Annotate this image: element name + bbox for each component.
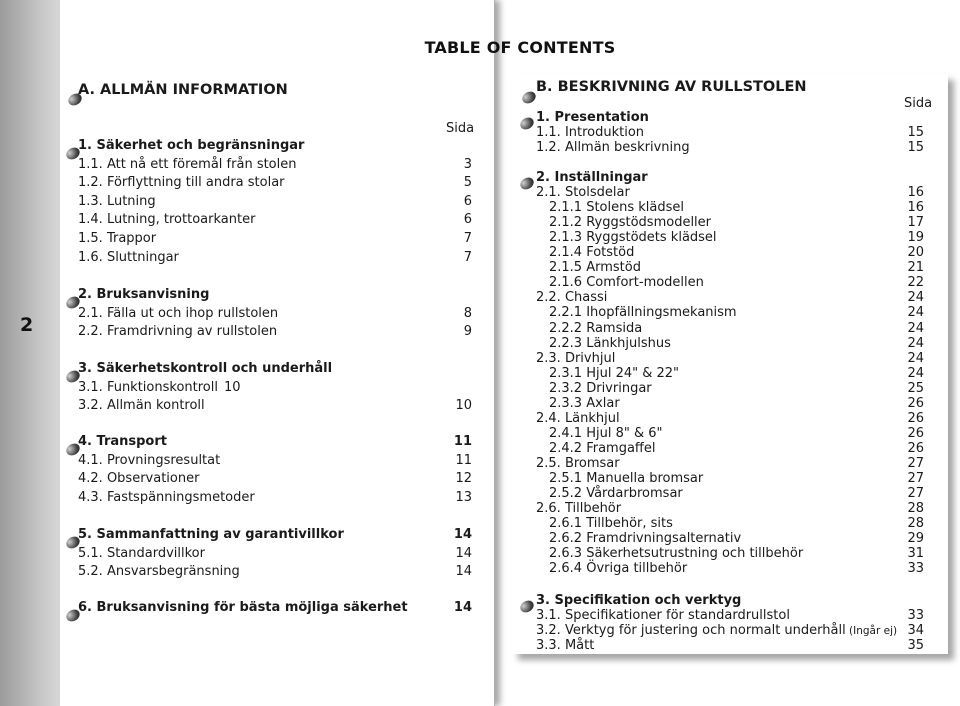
toc-item-label: 1.2. Förflyttning till andra stolar	[78, 175, 285, 191]
toc-item-page: 6	[463, 193, 472, 209]
toc-item-page: 12	[455, 471, 472, 487]
toc-item-page: 5	[463, 175, 472, 191]
toc-item-label: 2.5.2 Vårdarbromsar	[549, 486, 683, 502]
toc-item-label: 2.4.1 Hjul 8" & 6"	[549, 425, 663, 441]
toc-item-label: 4.3. Fastspänningsmetoder	[78, 489, 255, 505]
toc-heading-label: 1. Säkerhet och begränsningar	[78, 138, 305, 153]
toc-item-label: 2.4.2 Framgaffel	[549, 440, 656, 456]
toc-item-page: 10	[455, 398, 472, 414]
toc-item-label: 2.2. Chassi	[536, 290, 608, 306]
toc-item-label: 1.6. Sluttningar	[78, 249, 179, 265]
toc-item-label: 1.4. Lutning, trottoarkanter	[78, 212, 256, 228]
toc-item-page: 24	[907, 305, 924, 321]
toc-item-label: 3.2. Verktyg för justering och normalt underhåll (Ingår ej)	[536, 623, 898, 639]
toc-item-label: 2.6.3 Säkerhetsutrustning och tillbehör	[549, 546, 804, 562]
toc-item-label: 2.1. Fälla ut och ihop rullstolen	[78, 305, 279, 321]
toc-item-note: (Ingår ej)	[845, 625, 898, 638]
toc-item-page: 20	[907, 245, 924, 261]
toc-item-label: 2.4. Länkhjul	[536, 410, 620, 426]
toc-heading-label: 3. Säkerhetskontroll och underhåll	[78, 361, 333, 376]
toc-item-page: 24	[907, 290, 924, 306]
toc-item-label: 2.1.2 Ryggstödsmodeller	[549, 215, 712, 231]
toc-item-label: 2.1.5 Armstöd	[549, 260, 641, 276]
toc-heading-label: 1. Presentation	[536, 110, 649, 125]
toc-item-page: 6	[463, 212, 472, 228]
toc-item-label: 2.2. Framdrivning av rullstolen	[78, 324, 278, 340]
toc-item-page: 11	[455, 452, 472, 468]
toc-item-page: 8	[463, 305, 472, 321]
toc-item-label: 2.3. Drivhjul	[536, 350, 616, 366]
toc-item-page: 10	[223, 379, 241, 395]
toc-item-label: 2.1.3 Ryggstödets klädsel	[549, 230, 717, 246]
toc-item-page: 16	[907, 185, 924, 201]
toc-item-page: 29	[907, 531, 924, 547]
toc-item-label: 2.3.2 Drivringar	[549, 380, 652, 396]
toc-item-label: 2.6.2 Framdrivningsalternativ	[549, 531, 742, 547]
toc-item-page: 14	[453, 600, 472, 615]
toc-item-page: 3	[463, 156, 472, 172]
toc-item-page: 27	[907, 471, 924, 486]
toc-item-page: 9	[463, 324, 472, 340]
toc-item-page: 14	[453, 527, 472, 542]
toc-item-label: 1.3. Lutning	[78, 193, 156, 209]
toc-item-label: 2.1.6 Comfort-modellen	[549, 275, 704, 291]
toc-item-page: 26	[907, 425, 924, 441]
toc-item-label: 2.6.4 Övriga tillbehör	[549, 561, 688, 577]
toc-item-label: 1.2. Allmän beskrivning	[536, 140, 690, 156]
toc-item-page: 11	[453, 434, 472, 449]
toc-item-page: 7	[463, 249, 472, 265]
toc-item-label: 3.1. Funktionskontroll 10	[78, 379, 241, 395]
toc-item-label: 2.1.4 Fotstöd	[549, 245, 635, 261]
toc-item-label: 2.5.1 Manuella bromsar	[549, 471, 704, 486]
toc-item-page: 17	[907, 215, 924, 231]
page-title: TABLE OF CONTENTS	[424, 38, 616, 57]
toc-item-label: 5.2. Ansvarsbegränsning	[78, 564, 240, 580]
toc-item-page: 7	[463, 231, 472, 246]
toc-item-page: 27	[907, 455, 924, 471]
toc-item-page: 26	[907, 395, 924, 411]
toc-heading-label: 3. Specifikation och verktyg	[536, 593, 742, 608]
toc-item-page: 22	[907, 275, 924, 291]
toc-item-page: 15	[907, 140, 924, 156]
toc-item-page: 14	[455, 564, 472, 580]
toc-item-label: 1.5. Trappor	[78, 231, 157, 246]
toc-item-label: 2.6. Tillbehör	[536, 501, 622, 517]
toc-item-label: 2.2.2 Ramsida	[549, 320, 643, 336]
toc-item-page: 34	[907, 623, 924, 639]
toc-item-label: 2.2.1 Ihopfällningsmekanism	[549, 305, 737, 321]
toc-item-label: 3.3. Mått	[536, 638, 595, 654]
right-section-title: B. BESKRIVNING AV RULLSTOLEN	[536, 79, 807, 95]
toc-item-page: 26	[907, 440, 924, 456]
toc-heading-label: 2. Bruksanvisning	[78, 287, 210, 302]
toc-item-label: 5.1. Standardvillkor	[78, 545, 205, 561]
page-sidebar	[0, 0, 60, 706]
toc-item-page: 27	[907, 486, 924, 502]
toc-item-page: 26	[907, 410, 924, 426]
right-sida-label: Sida	[904, 96, 933, 111]
toc-item-label: 2.3.3 Axlar	[549, 395, 620, 411]
toc-item-page: 33	[907, 561, 924, 577]
toc-item-label: 2.6.1 Tillbehör, sits	[549, 516, 673, 532]
toc-item-page: 24	[907, 365, 924, 381]
toc-item-page: 28	[907, 516, 924, 532]
toc-item-label: 2.2.3 Länkhjulshus	[549, 335, 671, 351]
toc-item-label: 3.1. Specifikationer för standardrullstol	[536, 608, 790, 624]
toc-item-label: 2.1. Stolsdelar	[536, 185, 630, 201]
toc-item-page: 24	[907, 335, 924, 351]
toc-heading-label: 5. Sammanfattning av garantivillkor	[78, 527, 344, 542]
toc-item-page: 19	[907, 230, 924, 246]
toc-item-page: 16	[907, 200, 924, 216]
toc-item-page: 35	[907, 638, 924, 654]
toc-item-label: 2.3.1 Hjul 24" & 22"	[549, 365, 680, 381]
left-section-title: A. ALLMÄN INFORMATION	[78, 82, 288, 98]
page-number: 2	[20, 314, 34, 336]
left-sida-label: Sida	[446, 121, 475, 136]
toc-heading-label: 4. Transport	[78, 434, 167, 449]
toc-item-label: 4.2. Observationer	[78, 471, 200, 487]
toc-item-label: 2.5. Bromsar	[536, 455, 620, 471]
toc-item-page: 21	[907, 260, 924, 276]
toc-heading-label: 6. Bruksanvisning för bästa möjliga säkerhet	[78, 600, 408, 615]
toc-item-label: 1.1. Att nå ett föremål från stolen	[78, 156, 297, 172]
toc-item-page: 15	[907, 125, 924, 141]
toc-item-page: 24	[907, 320, 924, 336]
toc-item-label: 2.1.1 Stolens klädsel	[549, 200, 685, 216]
toc-item-page: 33	[907, 608, 924, 624]
toc-item-page: 24	[907, 350, 924, 366]
toc-item-label: 3.2. Allmän kontroll	[78, 398, 205, 414]
toc-item-page: 28	[907, 501, 924, 517]
toc-heading-label: 2. Inställningar	[536, 170, 648, 185]
toc-item-page: 13	[455, 489, 472, 505]
toc-item-label: 1.1. Introduktion	[536, 125, 645, 141]
toc-item-label: 4.1. Provningsresultat	[78, 452, 221, 468]
toc-item-page: 25	[907, 380, 924, 396]
toc-item-page: 31	[907, 546, 924, 562]
toc-item-page: 14	[455, 545, 472, 561]
